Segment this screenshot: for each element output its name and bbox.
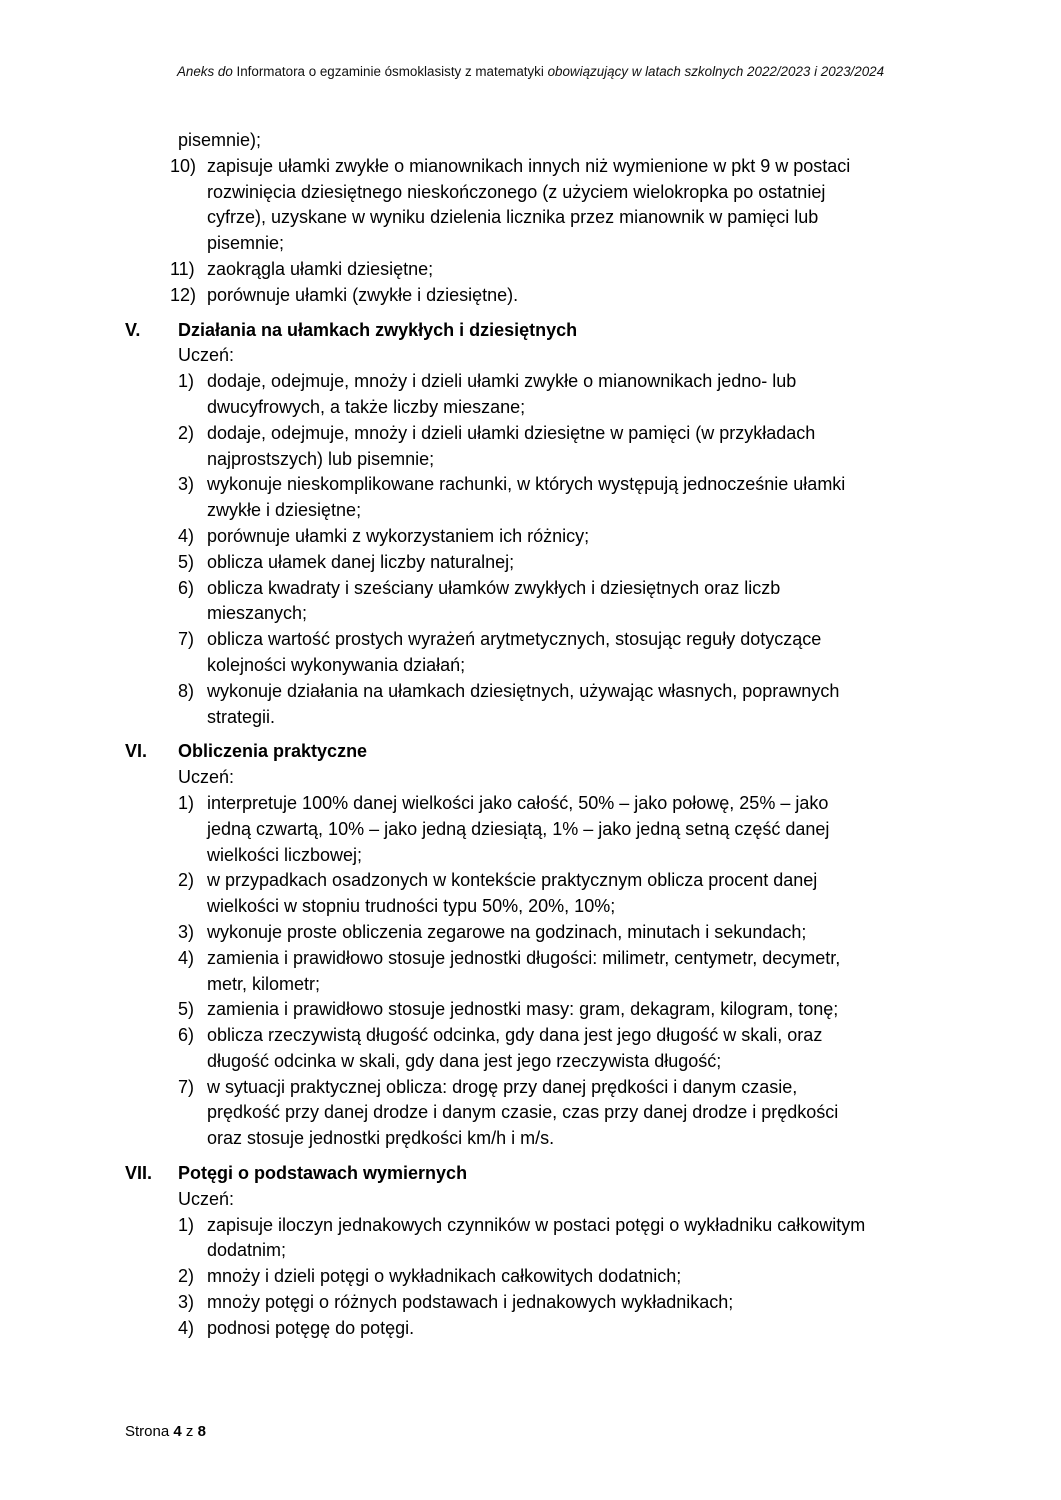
list-item-text: zamienia i prawidłowo stosuje jednostki masy: gram, dekagram, kilogram, tonę;: [207, 999, 839, 1020]
list-item-text: oblicza ułamek danej liczby naturalnej;: [207, 551, 515, 572]
section-lead: Uczeń:: [178, 345, 235, 366]
list-item-continuation: metr, kilometr;: [207, 973, 321, 994]
list-item-number: 7): [178, 1076, 195, 1097]
section-numeral: VI.: [125, 741, 148, 762]
list-item-number: 3): [178, 921, 195, 942]
section-title: Działania na ułamkach zwykłych i dziesiętnych: [178, 319, 578, 340]
list-item-text: porównuje ułamki z wykorzystaniem ich różnicy;: [207, 525, 590, 546]
list-item-continuation: strategii.: [207, 706, 276, 727]
footer-label: Strona: [125, 1423, 174, 1440]
list-item-text: wykonuje nieskomplikowane rachunki, w których występują jednocześnie ułamki: [207, 474, 846, 495]
list-item: [0, 1213, 1061, 1239]
list-item: [0, 576, 1061, 602]
page-footer: [125, 1423, 206, 1440]
section-title: Obliczenia praktyczne: [178, 741, 368, 762]
list-item-continuation: najprostszych) lub pisemnie;: [207, 448, 435, 469]
list-item: [0, 257, 1061, 283]
list-item: [0, 1264, 1061, 1290]
list-item: [0, 472, 1061, 498]
list-item-number: 12): [170, 284, 197, 305]
list-item: [0, 421, 1061, 447]
list-item-continuation: zwykłe i dziesiętne;: [207, 500, 362, 521]
list-item-text: interpretuje 100% danej wielkości jako całość, 50% – jako połowę, 25% – jako: [207, 792, 829, 813]
list-item-text: oblicza wartość prostych wyrażeń arytmetycznych, stosując reguły dotyczące: [207, 629, 822, 650]
footer-page-number: 4: [173, 1423, 182, 1440]
list-item-text: zapisuje ułamki zwykłe o mianownikach innych niż wymienione w pkt 9 w postaci: [207, 155, 851, 176]
document-body: [0, 128, 1061, 1342]
footer-separator: z: [181, 1423, 198, 1440]
section-heading: [0, 739, 1061, 765]
list-item-text: zaokrągla ułamki dziesiętne;: [207, 258, 434, 279]
list-item: [0, 283, 1061, 309]
list-item: [0, 1290, 1061, 1316]
list-item-number: 3): [178, 474, 195, 495]
list-item-text: mnoży i dzieli potęgi o wykładnikach całkowitych dodatnich;: [207, 1266, 682, 1287]
list-item-number: 8): [178, 680, 195, 701]
list-item-number: 3): [178, 1292, 195, 1313]
list-item: [0, 791, 1061, 817]
list-item-number: 11): [170, 258, 195, 279]
list-item-text: porównuje ułamki (zwykłe i dziesiętne).: [207, 284, 519, 305]
list-item-continuation: jedną czwartą, 10% – jako jedną dziesiątą, 1% – jako jedną setną część danej: [207, 818, 830, 839]
list-item-number: 4): [178, 947, 195, 968]
section-heading: [0, 1161, 1061, 1187]
section-numeral: V.: [125, 319, 141, 340]
list-item-text: w sytuacji praktycznej oblicza: drogę przy danej prędkości i danym czasie,: [207, 1076, 798, 1097]
list-item-text: wykonuje proste obliczenia zegarowe na godzinach, minutach i sekundach;: [207, 921, 807, 942]
list-item: [0, 868, 1061, 894]
list-item: [0, 920, 1061, 946]
list-item-text: oblicza rzeczywistą długość odcinka, gdy dana jest jego długość w skali, oraz: [207, 1025, 823, 1046]
continuation-text: pisemnie);: [178, 130, 262, 150]
list-item-continuation: kolejności wykonywania działań;: [207, 654, 466, 675]
header-part-3: obowiązujący w latach szkolnych 2022/2023 i 2023/2024: [543, 64, 885, 79]
list-item-number: 6): [178, 1025, 195, 1046]
section-numeral: VII.: [125, 1163, 153, 1184]
list-item-continuation: pisemnie;: [207, 233, 285, 254]
list-item: [0, 1316, 1061, 1342]
list-item-number: 5): [178, 551, 195, 572]
list-item: [0, 369, 1061, 395]
list-item-number: 10): [170, 155, 197, 176]
list-item-continuation: dodatnim;: [207, 1240, 287, 1261]
list-item-continuation: rozwinięcia dziesiętnego nieskończonego (z użyciem wielokropka po ostatniej: [207, 181, 826, 202]
page-header: [0, 64, 1061, 79]
list-item-number: 6): [178, 577, 195, 598]
list-item-number: 4): [178, 1317, 195, 1338]
list-item-text: dodaje, odejmuje, mnoży i dzieli ułamki zwykłe o mianownikach jedno- lub: [207, 371, 797, 392]
list-item: [0, 679, 1061, 705]
list-item-text: podnosi potęgę do potęgi.: [207, 1317, 415, 1338]
list-item-continuation: wielkości liczbowej;: [207, 844, 363, 865]
list-item-number: 5): [178, 999, 195, 1020]
list-item-continuation: długość odcinka w skali, gdy dana jest jego rzeczywista długość;: [207, 1050, 722, 1071]
list-item-number: 1): [178, 371, 195, 392]
list-item: [0, 1075, 1061, 1101]
list-item-text: oblicza kwadraty i sześciany ułamków zwykłych i dziesiętnych oraz liczb: [207, 577, 781, 598]
list-item: [0, 1023, 1061, 1049]
list-item: [0, 550, 1061, 576]
list-item: [0, 997, 1061, 1023]
list-item-continuation: prędkość przy danej drodze i danym czasie, czas przy danej drodze i prędkości: [207, 1102, 839, 1123]
list-item-number: 2): [178, 870, 195, 891]
list-item-number: 2): [178, 422, 195, 443]
list-item-continuation: oraz stosuje jednostki prędkości km/h i m/s.: [207, 1128, 555, 1149]
section-lead: Uczeń:: [178, 1188, 235, 1209]
list-item: [0, 946, 1061, 972]
list-item-continuation: mieszanych;: [207, 603, 308, 624]
list-item-number: 1): [178, 1214, 195, 1235]
section-lead: Uczeń:: [178, 767, 235, 788]
list-item-text: w przypadkach osadzonych w kontekście praktycznym oblicza procent danej: [207, 870, 818, 891]
list-item-number: 7): [178, 629, 195, 650]
header-part-2: Informatora o egzaminie ósmoklasisty z matematyki: [236, 64, 544, 79]
header-part-1: Aneks do: [176, 64, 237, 79]
list-item: [0, 524, 1061, 550]
list-item: [0, 627, 1061, 653]
list-item-continuation: cyfrze), uzyskane w wyniku dzielenia licznika przez mianownik w pamięci lub: [207, 207, 819, 228]
list-item-text: dodaje, odejmuje, mnoży i dzieli ułamki dziesiętne w pamięci (w przykładach: [207, 422, 816, 443]
footer-total-pages: 8: [197, 1423, 206, 1440]
list-item-text: wykonuje działania na ułamkach dziesiętnych, używając własnych, poprawnych: [207, 680, 840, 701]
list-item-text: mnoży potęgi o różnych podstawach i jednakowych wykładnikach;: [207, 1292, 734, 1313]
list-item-continuation: dwucyfrowych, a także liczby mieszane;: [207, 396, 526, 417]
list-item-text: zapisuje iloczyn jednakowych czynników w postaci potęgi o wykładniku całkowitym: [207, 1214, 866, 1235]
section-title: Potęgi o podstawach wymiernych: [178, 1163, 468, 1184]
list-item-number: 1): [178, 792, 195, 813]
list-item: [0, 154, 1061, 180]
list-item-continuation: wielkości w stopniu trudności typu 50%, 20%, 10%;: [207, 896, 616, 917]
section-heading: [0, 318, 1061, 344]
list-item-number: 2): [178, 1266, 195, 1287]
list-item-text: zamienia i prawidłowo stosuje jednostki długości: milimetr, centymetr, decymetr,: [207, 947, 841, 968]
list-item-number: 4): [178, 525, 195, 546]
